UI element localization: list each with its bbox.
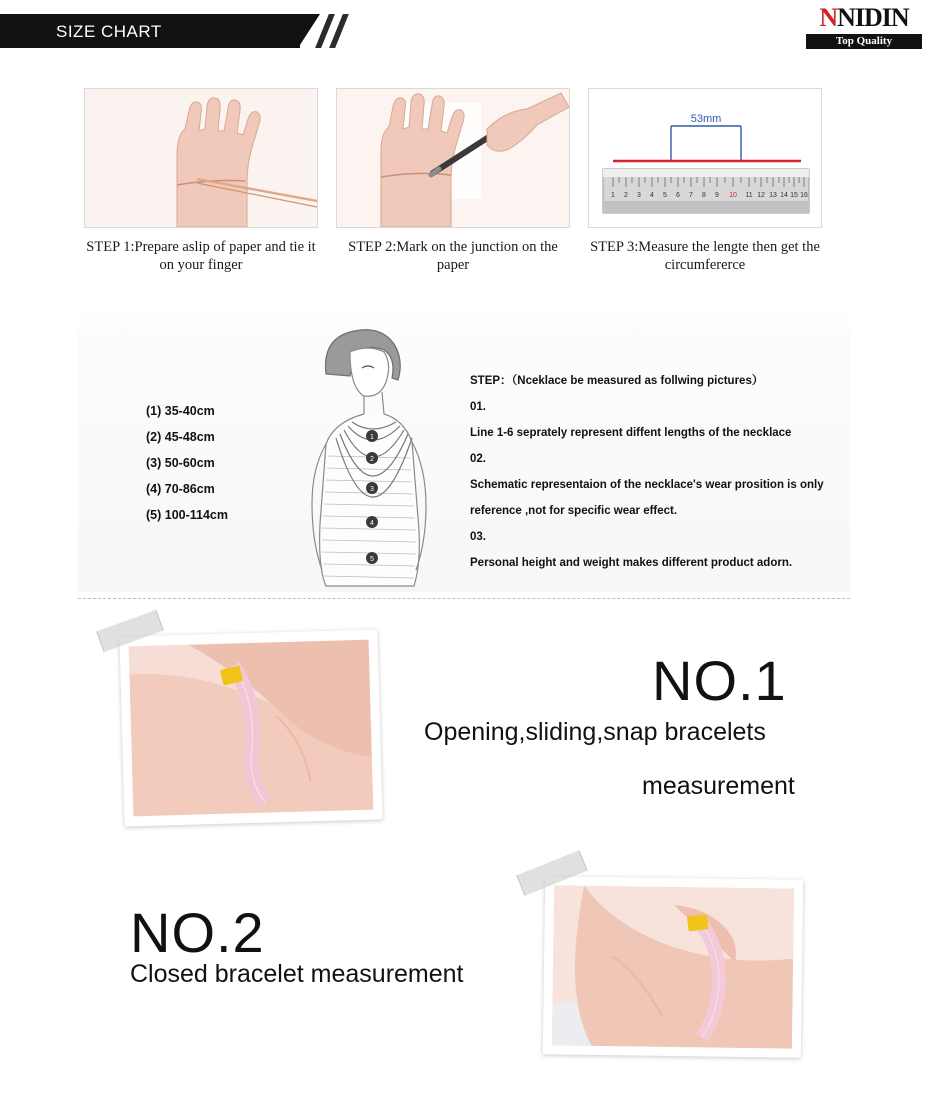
no1-subtitle-line2: measurement: [642, 772, 795, 800]
svg-text:13: 13: [769, 192, 777, 199]
necklace-length-item: (1) 35-40cm: [146, 404, 215, 418]
svg-text:10: 10: [729, 192, 737, 199]
svg-text:5: 5: [663, 192, 667, 199]
step-item: [588, 88, 822, 274]
svg-text:3: 3: [370, 486, 374, 493]
necklace-note-line: Line 1-6 seprately represent diffent lengths of the necklace: [470, 427, 792, 439]
wrist-tape-measure-icon: [129, 640, 374, 817]
hand-tape-measure-icon: [552, 885, 794, 1048]
hand-marking-with-pen-icon: [337, 89, 569, 227]
necklace-length-item: (2) 45-48cm: [146, 430, 215, 444]
woman-torso-necklace-diagram-icon: [264, 318, 474, 592]
svg-text:2: 2: [624, 192, 628, 199]
no2-heading: NO.2: [130, 901, 265, 964]
brand-logo: [806, 4, 922, 50]
svg-text:2: 2: [370, 456, 374, 463]
svg-text:4: 4: [370, 520, 374, 527]
step-2-caption: STEP 2:Mark on the junction on the paper: [348, 239, 558, 273]
step-3-photo: [588, 88, 822, 228]
svg-text:8: 8: [702, 192, 706, 199]
no1-heading: NO.1: [652, 649, 787, 712]
step-3-caption: STEP 3:Measure the lengte then get the circumfererce: [590, 239, 820, 273]
necklace-note-line: Schematic representaion of the necklace's wear prosition is only: [470, 479, 824, 491]
necklace-length-item: (5) 100-114cm: [146, 508, 229, 522]
svg-text:5: 5: [370, 556, 374, 563]
svg-text:16: 16: [800, 192, 808, 199]
necklace-size-panel: [78, 312, 850, 592]
necklace-length-item: (4) 70-86cm: [146, 482, 215, 496]
necklace-notes-heading: STEP：（Nceklace be measured as follwing pictures）: [470, 375, 764, 387]
necklace-note-line: 03.: [470, 531, 486, 543]
necklace-length-list: [146, 398, 228, 528]
svg-text:9: 9: [715, 192, 719, 199]
necklace-note-line: 02.: [470, 453, 486, 465]
svg-text:12: 12: [757, 192, 765, 199]
wrist-tape-measure-photo: [129, 640, 374, 817]
no2-photo-card: [543, 876, 803, 1058]
svg-text:7: 7: [689, 192, 693, 199]
no1-photo-card: [119, 629, 382, 826]
svg-text:1: 1: [370, 434, 374, 441]
necklace-note-line: Personal height and weight makes different product adorn.: [470, 557, 793, 569]
svg-text:4: 4: [650, 192, 654, 199]
hand-with-paper-strip-icon: [85, 89, 317, 227]
step-1-caption: STEP 1:Prepare aslip of paper and tie it on your finger: [86, 239, 316, 273]
svg-text:14: 14: [780, 192, 788, 199]
page-title: SIZE CHART: [56, 22, 162, 41]
section-divider: [78, 598, 850, 599]
ruler-measure-label: 53mm: [690, 113, 722, 125]
step-item: [84, 88, 318, 274]
svg-text:15: 15: [790, 192, 798, 199]
step-item: [336, 88, 570, 274]
necklace-figure: [264, 318, 474, 592]
necklace-note-line: reference ,not for specific wear effect.: [470, 505, 678, 517]
page-header: [0, 0, 930, 56]
necklace-note-line: 01.: [470, 401, 486, 413]
no2-subtitle: Closed bracelet measurement: [130, 960, 464, 988]
step-2-photo: [336, 88, 570, 228]
no1-subtitle-line1: Opening,sliding,snap bracelets: [424, 718, 766, 746]
svg-text:3: 3: [637, 192, 641, 199]
svg-text:11: 11: [745, 192, 753, 199]
steps-row: [84, 88, 846, 274]
ruler-measuring-icon: [589, 89, 821, 227]
brand-logo-tagline: Top Quality: [806, 34, 922, 49]
necklace-notes: [470, 368, 842, 576]
necklace-length-item: (3) 50-60cm: [146, 456, 215, 470]
svg-text:1: 1: [611, 192, 615, 199]
step-1-photo: [84, 88, 318, 228]
brand-logo-text: NNIDIN: [819, 3, 909, 32]
hand-tape-measure-photo: [552, 885, 794, 1048]
svg-text:6: 6: [676, 192, 680, 199]
